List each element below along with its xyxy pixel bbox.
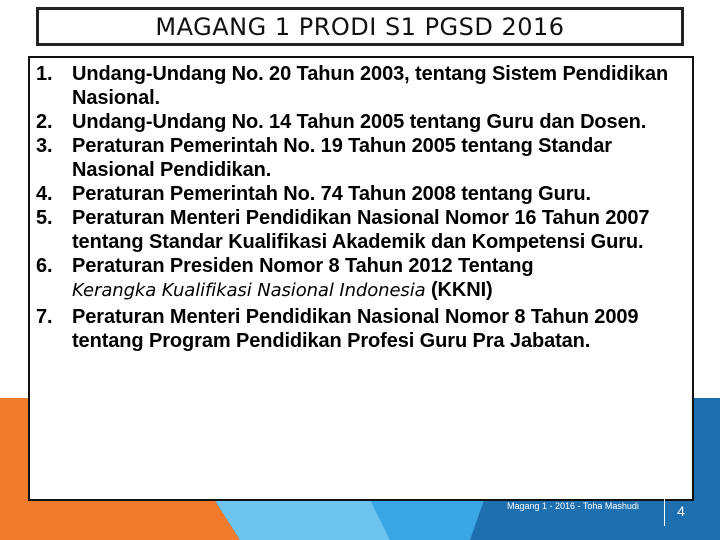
page-number-divider [664, 496, 665, 526]
item-number: 5. [36, 207, 53, 229]
item-text: Peraturan Pemerintah No. 19 Tahun 2005 tentang Standar Nasional Pendidikan. [72, 135, 612, 181]
page-number: 4 [677, 503, 685, 519]
list-item [36, 62, 686, 110]
item-number: 1. [36, 63, 53, 85]
item-text: Undang-Undang No. 20 Tahun 2003, tentang Sistem Pendidikan Nasional. [72, 63, 669, 109]
list-item [36, 182, 686, 206]
item-number: 3. [36, 135, 53, 157]
item-number: 6. [36, 255, 53, 277]
list-item [36, 206, 686, 254]
item-italic-text: Kerangka Kualifikasi Nasional Indonesia [72, 280, 426, 301]
regulation-list [36, 62, 686, 353]
item-text: Peraturan Pemerintah No. 74 Tahun 2008 tentang Guru. [72, 183, 591, 205]
item-number: 7. [36, 306, 53, 328]
item-text: Peraturan Menteri Pendidikan Nasional Nomor 8 Tahun 2009 tentang Program Pendidikan Profesi Guru Pra Jabatan. [72, 306, 639, 352]
footer-text: Magang 1 - 2016 - Toha Mashudi [507, 501, 639, 511]
list-item [36, 305, 686, 353]
item-text: Peraturan Menteri Pendidikan Nasional Nomor 16 Tahun 2007 tentang Standar Kualifikasi Akademik dan Kompetensi Guru. [72, 207, 650, 253]
list-item [36, 110, 686, 134]
slide-title: MAGANG 1 PRODI S1 PGSD 2016 [155, 12, 565, 41]
list-item [36, 134, 686, 182]
item-suffix-text: (KKNI) [425, 279, 493, 301]
item-number: 4. [36, 183, 53, 205]
item-text: Undang-Undang No. 14 Tahun 2005 tentang Guru dan Dosen. [72, 111, 647, 133]
item-text-group [72, 254, 686, 303]
item-text: Peraturan Presiden Nomor 8 Tahun 2012 Tentang [72, 255, 534, 277]
item-number: 2. [36, 111, 53, 133]
list-item [36, 254, 686, 303]
title-box [36, 7, 684, 46]
